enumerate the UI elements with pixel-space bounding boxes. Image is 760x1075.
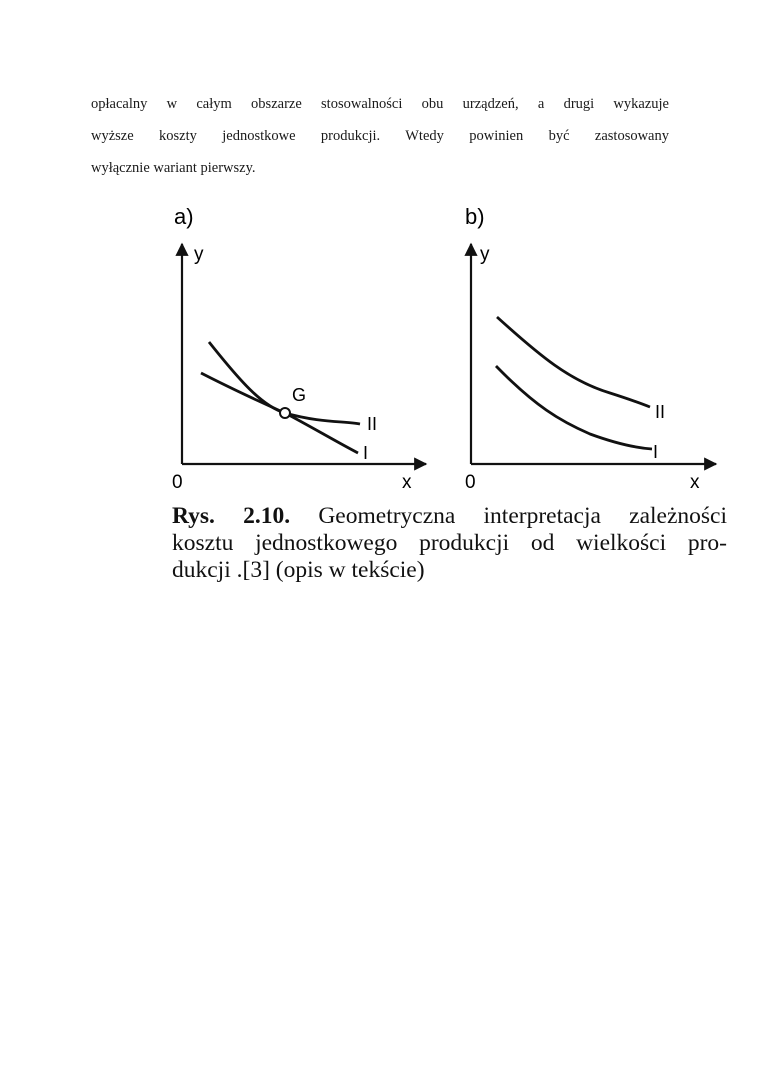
- panel-a-y-label: y: [194, 244, 204, 265]
- panel-a-x-label: x: [402, 472, 412, 493]
- panel-a-label: a): [174, 204, 194, 229]
- figure-graphs: [150, 196, 740, 506]
- panel-a: [172, 204, 426, 493]
- caption-line-2: kosztu jednostkowego produkcji od wielkości pro-: [172, 530, 727, 556]
- paragraph-line-2: wyższe koszty jednostkowe produkcji. Wtedy powinien być zastosowany: [91, 128, 669, 144]
- panel-a-curve-II-label: II: [367, 414, 378, 434]
- intersection-point-G: [280, 408, 290, 418]
- panel-a-origin-label: 0: [172, 472, 183, 493]
- panel-a-curve-I-label: I: [363, 443, 369, 463]
- panel-b-x-label: x: [690, 472, 700, 493]
- figure-2-10: [150, 196, 740, 506]
- panel-b-curve-I-label: I: [653, 442, 659, 462]
- caption-line-3: dukcji .[3] (opis w tekście): [172, 557, 425, 583]
- panel-b-curve-II-label: II: [655, 402, 666, 422]
- figure-caption: [172, 503, 727, 584]
- intersection-label: G: [292, 385, 307, 405]
- caption-line-1: [172, 503, 727, 530]
- panel-b-y-label: y: [480, 244, 490, 265]
- paragraph-line-1: opłacalny w całym obszarze stosowalności obu urządzeń, a drugi wykazuje: [91, 96, 669, 112]
- panel-b-label: b): [465, 204, 485, 229]
- body-paragraph: [91, 88, 669, 184]
- caption-label: Rys. 2.10.: [172, 503, 291, 529]
- caption-line-1-text: Geometryczna interpretacja zależności: [318, 503, 728, 529]
- panel-b-curve-II: [497, 317, 650, 407]
- paragraph-line-3: wyłącznie wariant pierwszy.: [91, 160, 256, 176]
- panel-b: [465, 204, 716, 493]
- panel-b-origin-label: 0: [465, 472, 476, 493]
